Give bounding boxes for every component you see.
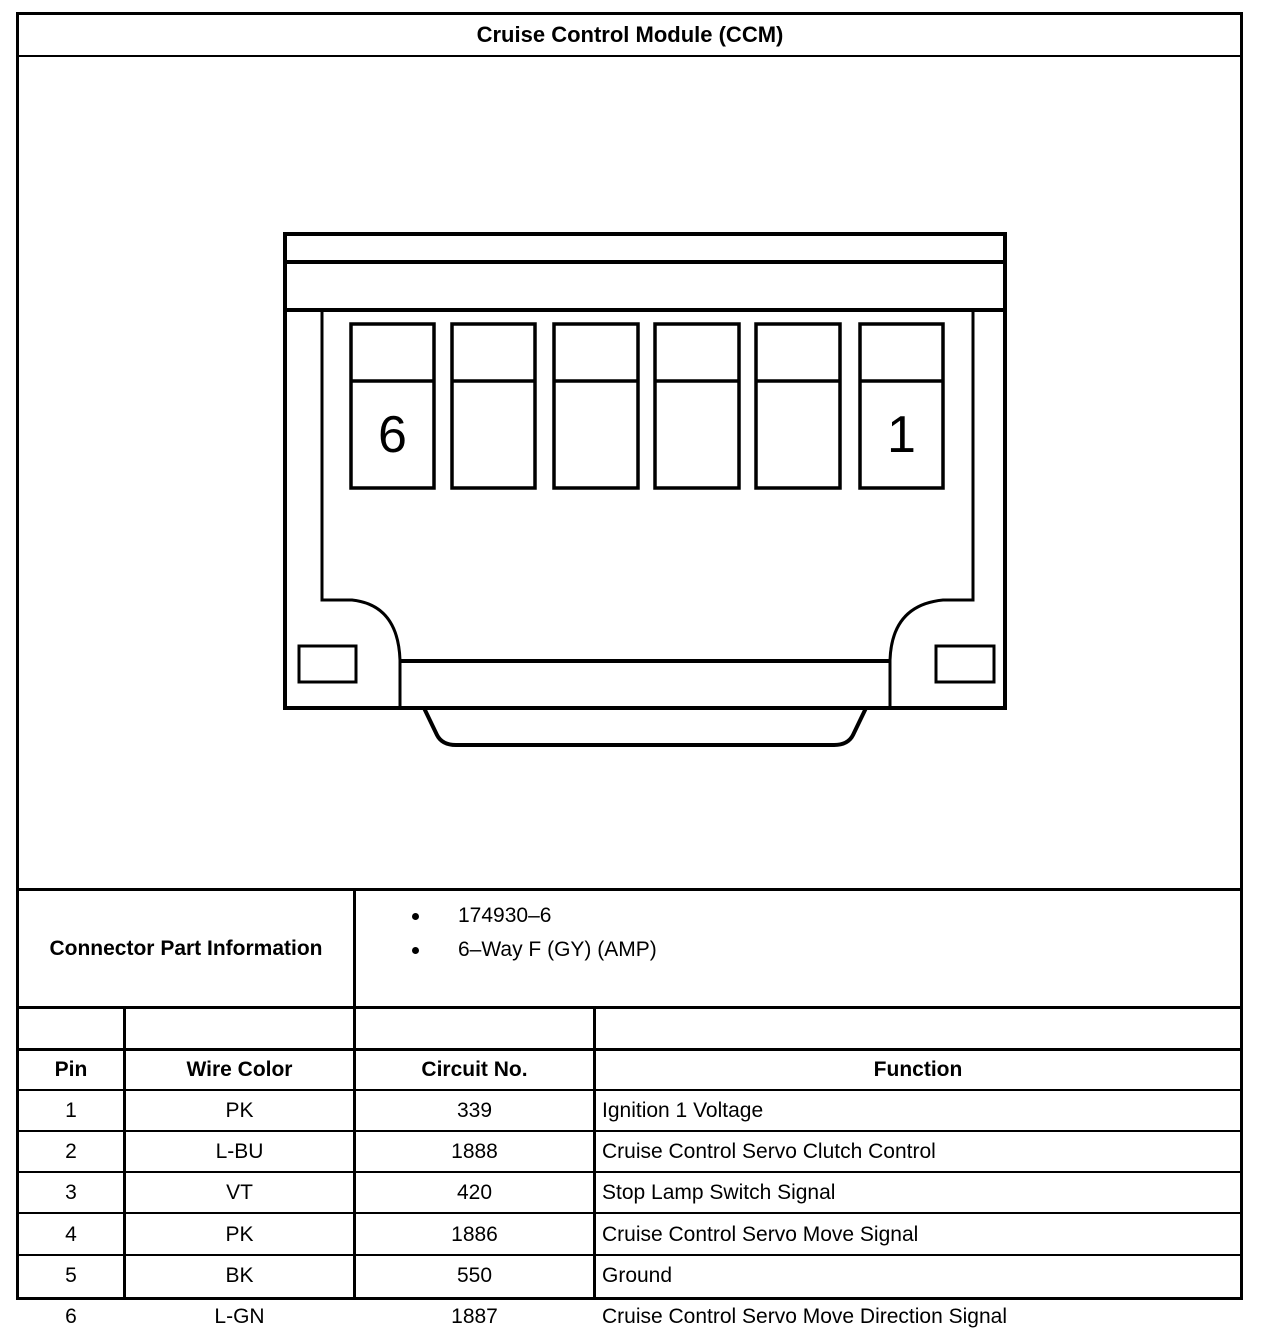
pin-cavity-2 — [756, 324, 840, 488]
connector-housing — [285, 234, 1005, 708]
part-info-item: 6–Way F (GY) (AMP) — [398, 933, 657, 967]
cell-pin: 1 — [65, 1099, 77, 1122]
part-info-list — [398, 899, 657, 967]
header-circuit-no: Circuit No. — [421, 1058, 528, 1081]
part-info-label: Connector Part Information — [49, 936, 323, 960]
cell-function: Cruise Control Servo Move Signal — [602, 1222, 919, 1246]
pin-cavity-4 — [554, 324, 638, 488]
pin-cavity-3 — [655, 324, 739, 488]
cell-wire-color: PK — [225, 1222, 254, 1246]
cell-pin: 6 — [65, 1305, 77, 1328]
connector-lock-tab — [424, 708, 866, 745]
part-info-item: 174930–6 — [398, 899, 657, 933]
pin-label-6: 6 — [378, 406, 407, 464]
cell-wire-color: VT — [226, 1181, 253, 1205]
pin-cavity-5 — [452, 324, 535, 488]
latch-slot-left — [299, 646, 356, 682]
cell-pin: 5 — [65, 1263, 77, 1287]
cell-circuit-no: 1888 — [451, 1140, 498, 1164]
pin-label-1: 1 — [887, 406, 916, 464]
cell-circuit-no: 420 — [456, 1181, 493, 1205]
cell-wire-color: L-GN — [214, 1305, 265, 1328]
cell-circuit-no: 339 — [456, 1099, 493, 1122]
cell-function: Ignition 1 Voltage — [602, 1099, 764, 1122]
cell-wire-color: L-BU — [215, 1140, 264, 1164]
cell-circuit-no: 1887 — [451, 1305, 498, 1328]
header-function: Function — [873, 1058, 963, 1081]
cell-pin: 3 — [65, 1181, 77, 1205]
cell-circuit-no: 550 — [456, 1263, 493, 1287]
cell-pin: 2 — [65, 1140, 77, 1164]
cell-circuit-no: 1886 — [451, 1222, 498, 1246]
header-wire-color: Wire Color — [186, 1058, 293, 1081]
page-title: Cruise Control Module (CCM) — [476, 22, 784, 47]
cell-wire-color: BK — [225, 1263, 254, 1287]
latch-slot-right — [936, 646, 994, 682]
cell-wire-color: PK — [225, 1099, 254, 1122]
header-pin: Pin — [54, 1058, 88, 1081]
cell-function: Cruise Control Servo Move Direction Signal — [602, 1305, 1007, 1328]
cell-function: Cruise Control Servo Clutch Control — [602, 1140, 936, 1164]
cell-function: Stop Lamp Switch Signal — [602, 1181, 836, 1205]
cell-pin: 4 — [65, 1222, 77, 1246]
cell-function: Ground — [602, 1263, 673, 1287]
